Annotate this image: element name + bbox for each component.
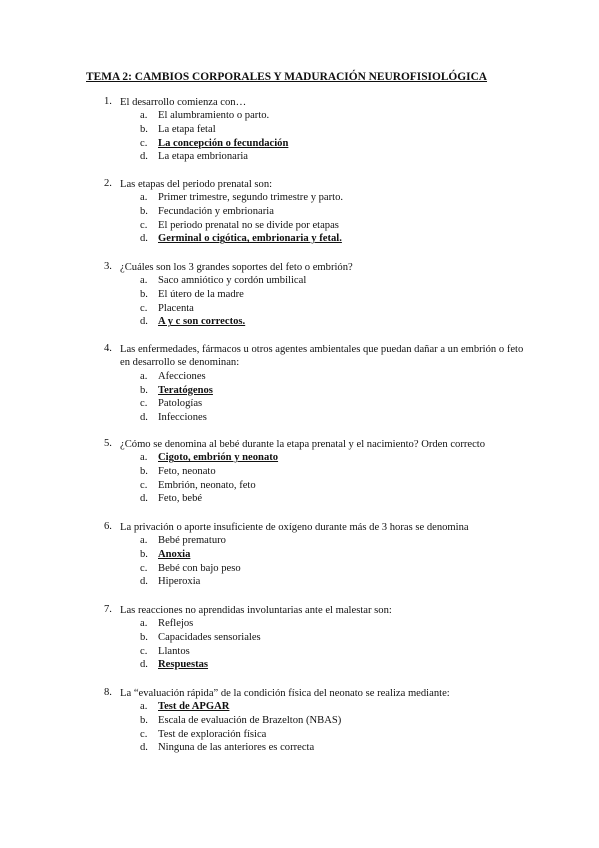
- option-letter: a.: [140, 535, 148, 547]
- option-c: [104, 479, 524, 493]
- option-letter: a.: [140, 192, 148, 204]
- option-letter: d.: [140, 151, 148, 163]
- option-letter: b.: [140, 715, 148, 727]
- question-number: 6.: [104, 521, 112, 532]
- option-a: [104, 617, 524, 631]
- option-b: [104, 384, 524, 398]
- option-letter: c.: [140, 728, 148, 740]
- option-text: Patologías: [158, 398, 203, 410]
- option-letter: d.: [140, 659, 148, 671]
- option-c: [104, 302, 524, 316]
- option-letter: a.: [140, 275, 148, 287]
- option-text: La etapa fetal: [158, 124, 216, 136]
- option-letter: b.: [140, 632, 148, 644]
- correct-answer-text: Germinal o cigótica, embrionaria y fetal.: [158, 233, 342, 245]
- correct-answer-text: Test de APGAR: [158, 701, 230, 713]
- option-list: [104, 109, 524, 164]
- option-letter: a.: [140, 618, 148, 630]
- option-letter: d.: [140, 411, 148, 423]
- question-5: [104, 438, 524, 506]
- question-number: 4.: [104, 343, 112, 354]
- option-text: El útero de la madre: [158, 289, 244, 301]
- option-letter: b.: [140, 124, 148, 136]
- option-letter: a.: [140, 370, 148, 382]
- option-text: Embrión, neonato, feto: [158, 479, 256, 491]
- question-2: [104, 178, 524, 246]
- question-text: Las reacciones no aprendidas involuntarias ante el malestar son:: [120, 605, 392, 616]
- option-letter: c.: [140, 398, 148, 410]
- option-list: [104, 274, 524, 329]
- option-d: [104, 232, 524, 246]
- option-letter: a.: [140, 701, 148, 713]
- option-text: Bebé con bajo peso: [158, 562, 241, 574]
- question-3: [104, 261, 524, 329]
- option-a: [104, 534, 524, 548]
- option-text: Saco amniótico y cordón umbilical: [158, 275, 307, 287]
- option-d: [104, 575, 524, 589]
- option-d: [104, 658, 524, 672]
- option-letter: d.: [140, 742, 148, 754]
- option-c: [104, 645, 524, 659]
- correct-answer-text: Respuestas: [158, 659, 209, 671]
- option-text: Test de exploración física: [158, 728, 267, 740]
- option-letter: b.: [140, 206, 148, 218]
- option-a: [104, 370, 524, 384]
- question-number: 7.: [104, 604, 112, 615]
- option-c: [104, 562, 524, 576]
- option-letter: b.: [140, 384, 148, 396]
- option-letter: c.: [140, 562, 148, 574]
- option-d: [104, 315, 524, 329]
- option-text: La etapa embrionaria: [158, 151, 248, 163]
- option-list: [104, 617, 524, 672]
- option-text: Capacidades sensoriales: [158, 632, 261, 644]
- option-letter: b.: [140, 289, 148, 301]
- question-text: ¿Cómo se denomina al bebé durante la etapa prenatal y el nacimiento? Orden correcto: [120, 439, 486, 450]
- option-list: [104, 700, 524, 755]
- option-c: [104, 397, 524, 411]
- option-text: Bebé prematuro: [158, 535, 226, 547]
- option-b: [104, 714, 524, 728]
- option-letter: c.: [140, 302, 148, 314]
- option-a: [104, 191, 524, 205]
- option-text: Llantos: [158, 645, 190, 657]
- option-b: [104, 288, 524, 302]
- question-number: 2.: [104, 178, 112, 189]
- question-text: ¿Cuáles son los 3 grandes soportes del feto o embrión?: [120, 262, 353, 273]
- option-d: [104, 741, 524, 755]
- correct-answer-text: Anoxia: [158, 549, 191, 561]
- question-1: [104, 96, 524, 164]
- correct-answer-text: Cigoto, embrión y neonato: [158, 452, 279, 464]
- option-c: [104, 219, 524, 233]
- option-d: [104, 492, 524, 506]
- question-text: La “evaluación rápida” de la condición física del neonato se realiza mediante:: [120, 688, 450, 699]
- option-list: [104, 370, 524, 425]
- option-letter: a.: [140, 110, 148, 122]
- option-text: Feto, neonato: [158, 466, 216, 478]
- option-text: Primer trimestre, segundo trimestre y parto.: [158, 192, 344, 204]
- option-letter: d.: [140, 316, 148, 328]
- option-text: Feto, bebé: [158, 493, 203, 505]
- option-letter: d.: [140, 493, 148, 505]
- question-4: [104, 343, 524, 425]
- option-d: [104, 150, 524, 164]
- option-c: [104, 728, 524, 742]
- option-letter: b.: [140, 549, 148, 561]
- option-a: [104, 109, 524, 123]
- option-letter: c.: [140, 645, 148, 657]
- option-list: [104, 451, 524, 506]
- option-text: Afecciones: [158, 370, 206, 382]
- option-b: [104, 631, 524, 645]
- option-b: [104, 205, 524, 219]
- option-b: [104, 123, 524, 137]
- correct-answer-text: La concepción o fecundación: [158, 137, 289, 149]
- option-text: El periodo prenatal no se divide por etapas: [158, 219, 339, 231]
- question-number: 3.: [104, 261, 112, 272]
- question-7: [104, 604, 524, 672]
- question-number: 5.: [104, 438, 112, 449]
- question-text: El desarrollo comienza con…: [120, 97, 247, 108]
- option-a: [104, 700, 524, 714]
- correct-answer-text: Teratógenos: [158, 384, 213, 396]
- correct-answer-text: A y c son correctos.: [158, 316, 246, 328]
- question-number: 1.: [104, 96, 112, 107]
- question-6: [104, 521, 524, 589]
- option-c: [104, 137, 524, 151]
- option-b: [104, 548, 524, 562]
- option-letter: b.: [140, 466, 148, 478]
- option-b: [104, 465, 524, 479]
- option-letter: c.: [140, 219, 148, 231]
- option-letter: c.: [140, 137, 148, 149]
- question-text: Las enfermedades, fármacos u otros agentes ambientales que puedan dañar a un embrión o feto en desarrollo se denominan:: [120, 344, 524, 369]
- option-text: Hiperoxia: [158, 576, 201, 588]
- option-a: [104, 451, 524, 465]
- option-text: Ninguna de las anteriores es correcta: [158, 742, 315, 754]
- option-text: Placenta: [158, 302, 194, 314]
- option-d: [104, 411, 524, 425]
- option-list: [104, 191, 524, 246]
- question-number: 8.: [104, 687, 112, 698]
- option-letter: d.: [140, 233, 148, 245]
- option-text: El alumbramiento o parto.: [158, 110, 270, 122]
- question-text: Las etapas del periodo prenatal son:: [120, 179, 273, 190]
- option-letter: a.: [140, 452, 148, 464]
- option-letter: d.: [140, 576, 148, 588]
- option-letter: c.: [140, 479, 148, 491]
- question-8: [104, 687, 524, 755]
- option-text: Fecundación y embrionaria: [158, 206, 274, 218]
- option-list: [104, 534, 524, 589]
- option-text: Reflejos: [158, 618, 194, 630]
- option-a: [104, 274, 524, 288]
- question-text: La privación o aporte insuficiente de oxígeno durante más de 3 horas se denomina: [120, 522, 469, 533]
- option-text: Infecciones: [158, 411, 207, 423]
- option-text: Escala de evaluación de Brazelton (NBAS): [158, 715, 342, 727]
- page-title: TEMA 2: CAMBIOS CORPORALES Y MADURACIÓN NEUROFISIOLÓGICA: [86, 71, 488, 83]
